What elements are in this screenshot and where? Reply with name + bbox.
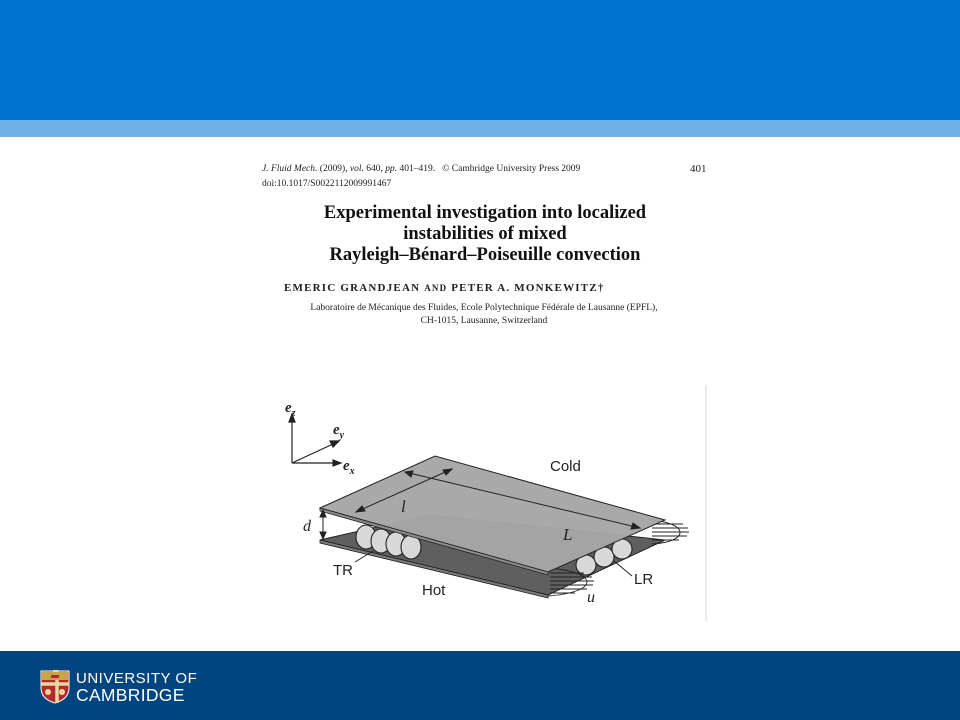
author-and: AND xyxy=(424,283,448,293)
lr-leader-line xyxy=(614,561,632,576)
authors xyxy=(284,282,605,294)
title-line: Experimental investigation into localized xyxy=(323,203,647,223)
paper-title xyxy=(260,203,710,266)
university-wordmark xyxy=(76,670,197,704)
citation-pp: pp. xyxy=(385,164,398,174)
page-number: 401 xyxy=(690,163,707,175)
length-L-label: L xyxy=(563,525,573,544)
convection-diagram xyxy=(270,380,720,630)
title-line: instabilities of mixed xyxy=(403,224,567,244)
journal-citation xyxy=(262,164,580,174)
citation-year: (2009), xyxy=(317,164,350,174)
copyright: © Cambridge University Press 2009 xyxy=(442,164,581,174)
doi: doi:10.1017/S0022112009991467 xyxy=(262,179,392,189)
ex-label: $e_x$ xyxy=(343,458,355,477)
journal-name: J. Fluid Mech. xyxy=(262,164,318,174)
velocity-u-label: u xyxy=(587,589,595,606)
wordmark-line-2: CAMBRIDGE xyxy=(76,685,185,705)
tr-label: TR xyxy=(333,562,353,579)
cold-label: Cold xyxy=(550,458,581,475)
affiliation xyxy=(284,302,684,328)
hot-label: Hot xyxy=(422,582,446,599)
ey-label: $e_y$ xyxy=(333,422,345,441)
gap-d-label: d xyxy=(303,518,311,535)
author-2: PETER A. MONKEWITZ† xyxy=(451,282,605,294)
cambridge-shield-icon xyxy=(40,670,70,704)
citation-vol-number: 640, xyxy=(363,164,386,174)
lr-label: LR xyxy=(634,571,654,588)
citation-pages: 401–419. xyxy=(397,164,436,174)
citation-vol: vol. xyxy=(349,164,364,174)
ez-label: $e_z$ xyxy=(285,400,296,419)
affiliation-line: Laboratoire de Mécanique des Fluides, Ecole Polytechnique Fédérale de Lausanne (EPFL), xyxy=(310,303,658,313)
affiliation-line: CH-1015, Lausanne, Switzerland xyxy=(420,316,548,326)
author-1: EMERIC GRANDJEAN xyxy=(284,282,421,294)
length-l-label: l xyxy=(401,497,406,516)
wordmark-line-1: UNIVERSITY OF xyxy=(76,670,198,687)
title-line: Rayleigh–Bénard–Poiseuille convection xyxy=(329,245,641,265)
